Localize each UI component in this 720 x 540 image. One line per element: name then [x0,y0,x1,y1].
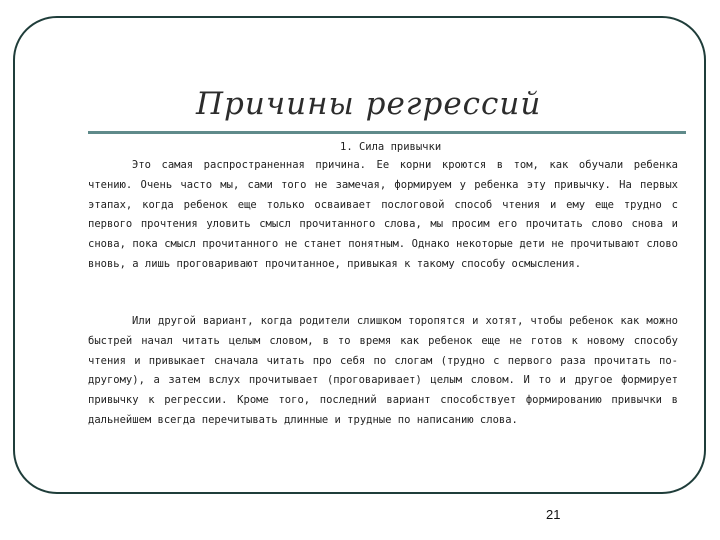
paragraph-1-text: Это самая распространенная причина. Ее корни кроются в том, как обучали ребенка чтению. Очень часто мы, сами того не замечая, формируем у ребенка эту привычку. На первых этапах, когда ребенок еще только осваивает послоговой способ чтения и ему еще трудно с первого прочтения уловить смысл прочитанного слова, мы просим его прочитать слово снова и снова, пока смысл прочитанного не станет понятным. Однако некоторые дети не прочитывают слово вновь, а лишь проговаривают прочитанное, привыкая к такому способу осмысления. [88,159,678,270]
paragraph-1 [88,156,678,275]
title-underline [88,131,686,134]
section-heading: 1. Сила привычки [340,141,442,153]
paragraph-2-text: Или другой вариант, когда родители слишком торопятся и хотят, чтобы ребенок как можно быстрей начал читать целым словом, в то время как ребенок еще не готов к новому способу чтения и привыкает сначала читать про себя по слогам (трудно с первого раза прочитать по-другому), а затем вслух прочитывает (проговаривает) целым словом. И то и другое формирует привычку к регрессии. Кроме того, последний вариант способствует формированию привычки в дальнейшем всегда перечитывать длинные и трудные по написанию слова. [88,315,678,426]
slide-title: Причины регрессий [196,86,542,122]
paragraph-2 [88,312,678,431]
page-number: 21 [546,507,561,522]
